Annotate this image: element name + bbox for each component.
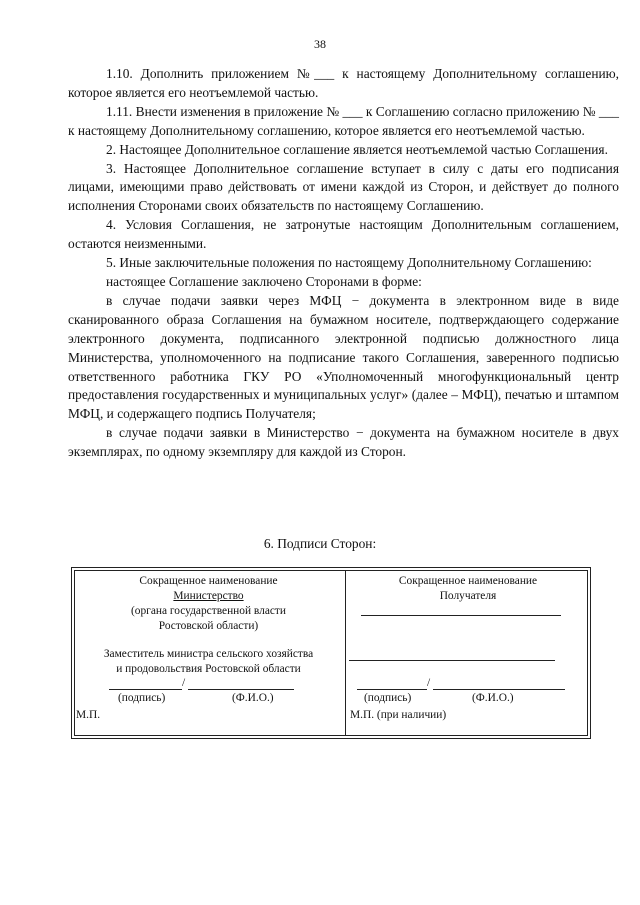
ministry-fio-label: (Ф.И.О.)	[232, 692, 274, 704]
recipient-signature-line	[357, 689, 427, 690]
signatures-table	[71, 567, 591, 739]
recipient-stamp-label: М.П. (при наличии)	[350, 709, 447, 721]
ministry-org-name: Министерство	[173, 590, 244, 602]
ministry-stamp-label: М.П.	[76, 709, 101, 721]
paragraph-1-11: 1.11. Внести изменения в приложение № ___ к Соглашению согласно приложению № ___ к настоящему Дополнительному соглашению, которое является его неотъемлемой частью.	[68, 103, 619, 138]
recipient-label: Получателя	[439, 590, 497, 602]
ministry-short-name-label: Сокращенное наименование	[139, 575, 278, 587]
ministry-signature-line	[109, 689, 182, 690]
recipient-signature-label: (подпись)	[364, 692, 412, 704]
recipient-slash: /	[427, 677, 431, 689]
ministry-org-note-2: Ростовской области)	[158, 620, 259, 632]
document-body	[68, 65, 619, 462]
paragraph-ministry-case: в случае подачи заявки в Министерство − документа на бумажном носителе в двух экземплярах, по одному экземпляру для каждой из Сторон.	[68, 425, 619, 460]
ministry-position-line-2: и продовольствия Ростовской области	[116, 663, 301, 675]
paragraph-mfc-case: в случае подачи заявки через МФЦ − документа в электронном виде в виде сканированного образа Соглашения на бумажном носителе, подтверждающего содержание электронного документа, подписанного электронной подписью должностного лица Министерства, уполномоченного на подписание такого Соглашения, заверенного подписью ответственного работника ГКУ РО «Уполномоченный многофункциональный центр предоставления государственных и муниципальных услуг» (далее – МФЦ), печатью и штампом МФЦ, и содержащего подпись Получателя;	[68, 292, 619, 422]
table-divider	[345, 570, 346, 736]
ministry-position-line-1: Заместитель министра сельского хозяйства	[103, 648, 314, 660]
ministry-signature-label: (подпись)	[118, 692, 166, 704]
recipient-fio-line	[433, 689, 565, 690]
paragraph-form-intro: настоящее Соглашение заключено Сторонами в форме:	[106, 273, 422, 289]
recipient-signature-cell	[350, 574, 586, 604]
paragraph-4: 4. Условия Соглашения, не затронутые настоящим Дополнительным соглашением, остаются неизменными.	[68, 217, 619, 252]
recipient-fio-label: (Ф.И.О.)	[472, 692, 514, 704]
ministry-slash: /	[182, 677, 186, 689]
ministry-fio-line	[188, 689, 294, 690]
recipient-position-line	[349, 660, 555, 661]
paragraph-2: 2. Настоящее Дополнительное соглашение является неотъемлемой частью Соглашения.	[106, 141, 608, 157]
paragraph-3: 3. Настоящее Дополнительное соглашение вступает в силу с даты его подписания лицами, имеющими право действовать от имени каждой из Сторон, и действует до полного исполнения Сторонами своих обязательств по настоящему Соглашению.	[68, 160, 619, 214]
section-title: 6. Подписи Сторон:	[263, 536, 377, 551]
ministry-signature-cell	[76, 574, 341, 634]
recipient-name-line	[361, 615, 561, 616]
recipient-short-name-label: Сокращенное наименование	[398, 575, 538, 587]
paragraph-1-10: 1.10. Дополнить приложением №___ к настоящему Дополнительному соглашению, которое является его неотъемлемой частью.	[68, 66, 619, 100]
paragraph-5: 5. Иные заключительные положения по настоящему Дополнительному Соглашению:	[106, 255, 592, 271]
page-number: 38	[314, 37, 326, 51]
ministry-org-note-1: (органа государственной власти	[130, 605, 287, 617]
ministry-org-name-wrap	[76, 589, 341, 604]
